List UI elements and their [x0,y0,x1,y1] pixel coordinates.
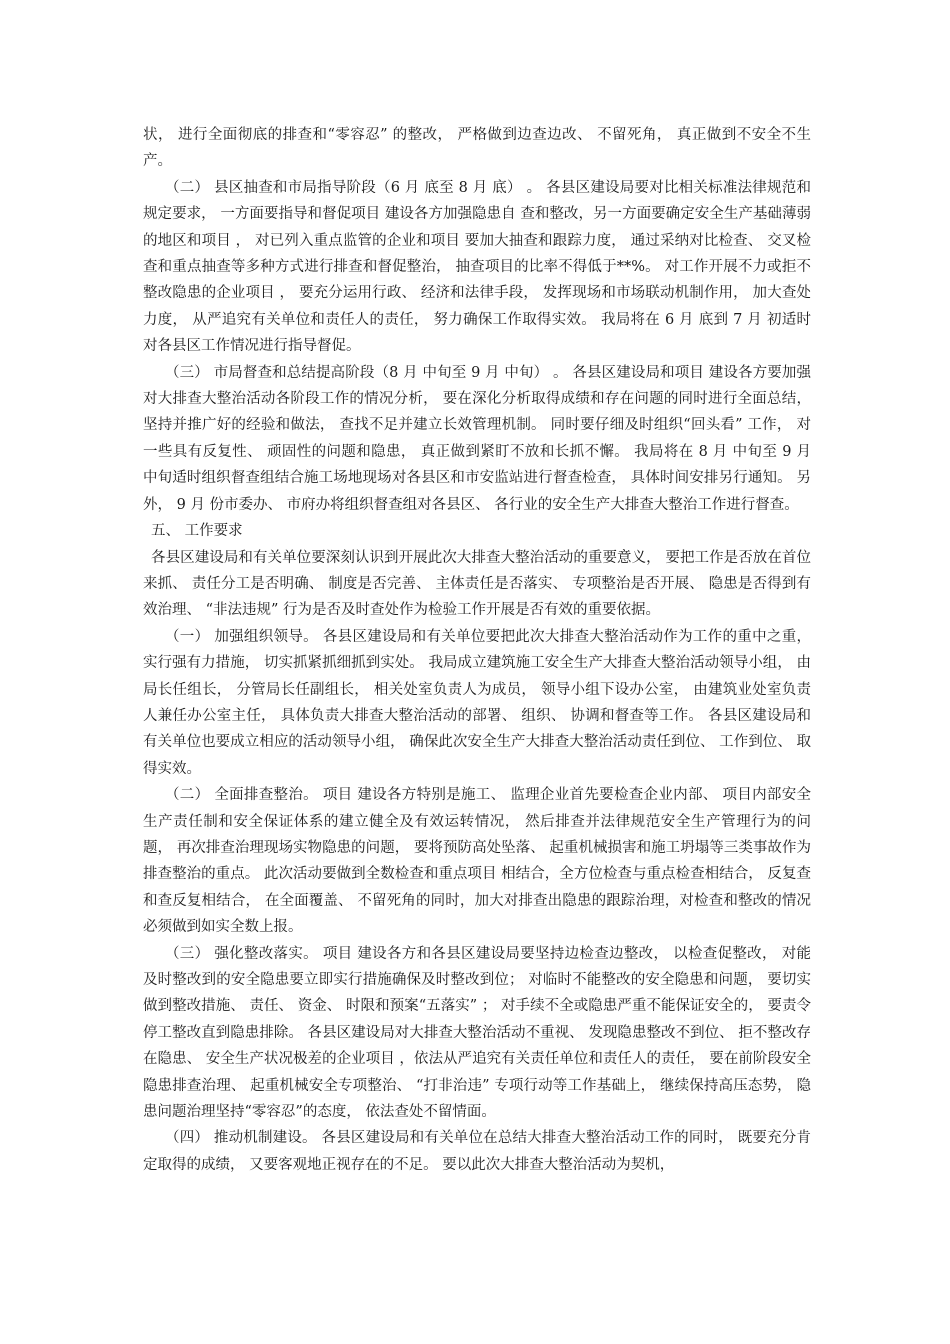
paragraph-rectification: （三） 强化整改落实。 项目 建设各方和各县区建设局要坚持边检查边整改， 以检查促整改， 对能及时整改到的安全隐患要立即实行措施确保及时整改到位； 对临时不能整改的安全隐患和问题， 要切实做到整改措施、 责任、 资金、 时限和预案“五落实” ； 对手续不全或隐患严重不能保证安全的， 要责令停工整改直到隐患排除。 各县区建设局对大排查大整治活动不重视、 发现隐患整改不到位、 拒不整改存在隐患、 安全生产状况极差的企业项目 ，依法从严追究有关责任单位和责任人的责任， 要在前阶段安全隐患排查治理、 起重机械安全专项整治、 “打非治违” 专项行动等工作基础上， 继续保持高压态势， 隐患问题治理坚持“零容忍”的态度， 依法查处不留情面。 [143,945,811,1121]
paragraph-phase-two: （二） 县区抽查和市局指导阶段（6 月 底至 8 月 底） 。 各县区建设局要对比相关标准法律规范和规定要求， 一方面要指导和督促项目 建设各方加强隐患自 查和整改，另一方面要确定安全生产基础薄弱的地区和项目 ， 对已列入重点监管的企业和项目 要加大抽查和跟踪力度， 通过采纳对比检查、 交叉检查和重点抽查等多种方式进行排查和督促整治， 抽查项目的比率不得低于**%。 对工作开展不力或拒不整改隐患的企业项目 ， 要充分运用行政、 经济和法律手段， 发挥现场和市场联动机制作用， 加大查处力度， 从严追究有关单位和责任人的责任， 努力确保工作取得实效。 我局将在 6 月 底到 7 月 初适时对各县区工作情况进行指导督促。 [143,179,811,355]
paragraph-phase-three: （三） 市局督查和总结提高阶段（8 月 中旬至 9 月 中旬） 。 各县区建设局和项目 建设各方要加强对大排查大整治活动各阶段工作的情况分析， 要在深化分析取得成绩和存在问题的同时进行全面总结， 坚持并推广好的经验和做法， 查找不足并建立长效管理机制。 同时要仔细及时组织“回头看” 工作， 对一些具有反复性、 顽固性的问题和隐患， 真正做到紧盯不放和长抓不懈。 我局将在 8 月 中旬至 9 月 中旬适时组织督查组结合施工场地现场对各县区和市安监站进行督查检查， 具体时间安排另行通知。 另外， 9 月 份市委办、 市府办将组织督查组对各县区、 各行业的安全生产大排查大整治工作进行督查。 [143,364,811,513]
paragraph-organization-leadership: （一） 加强组织领导。 各县区建设局和有关单位要把此次大排查大整治活动作为工作的重中之重， 实行强有力措施， 切实抓紧抓细抓到实处。 我局成立建筑施工安全生产大排查大整治活动领导小组， 由局长任组长， 分管局长任副组长， 相关处室负责人为成员， 领导小组下设办公室， 由建筑业处室负责人兼任办公室主任， 具体负责大排查大整治活动的部署、 组织、 协调和督查等工作。 各县区建设局和有关单位也要成立相应的活动领导小组， 确保此次安全生产大排查大整治活动责任到位、 工作到位、 取得实效。 [143,628,811,777]
paragraph-requirements-intro: 各县区建设局和有关单位要深刻认识到开展此次大排查大整治活动的重要意义， 要把工作是否放在首位来抓、 责任分工是否明确、 制度是否完善、 主体责任是否落实、 专项整治是否开展、 隐患是否得到有效治理、 “非法违规” 行为是否及时查处作为检验工作开展是否有效的重要依据。 [143,549,811,619]
paragraph-comprehensive-inspection: （二） 全面排查整治。 项目 建设各方特别是施工、 监理企业首先要检查企业内部、 项目内部安全生产责任制和安全保证体系的建立健全及有效运转情况， 然后排查并法律规范安全生产管理行为的问题， 再次排查治理现场实物隐患的问题， 要将预防高处坠落、 起重机械损害和施工坍塌等三类事故作为排查整治的重点。 此次活动要做到全数检查和重点项目 相结合，全方位检查与重点检查相结合， 反复查和查反复相结合， 在全面覆盖、 不留死角的同时，加大对排查出隐患的跟踪治理，对检查和整改的情况必须做到如实全数上报。 [143,787,811,936]
paragraph-continuation: 状， 进行全面彻底的排查和“零容忍” 的整改， 严格做到边查边改、 不留死角， 真正做到不安全不生产。 [143,127,811,170]
paragraph-mechanism-building: （四） 推动机制建设。 各县区建设局和有关单位在总结大排查大整治活动工作的同时， 既要充分肯定取得的成绩， 又要客观地正视存在的不足。 要以此次大排查大整治活动为契机， [143,1130,811,1173]
section-heading-work-requirements: 五、 工作要求 [151,523,243,540]
document-body [143,122,811,1178]
